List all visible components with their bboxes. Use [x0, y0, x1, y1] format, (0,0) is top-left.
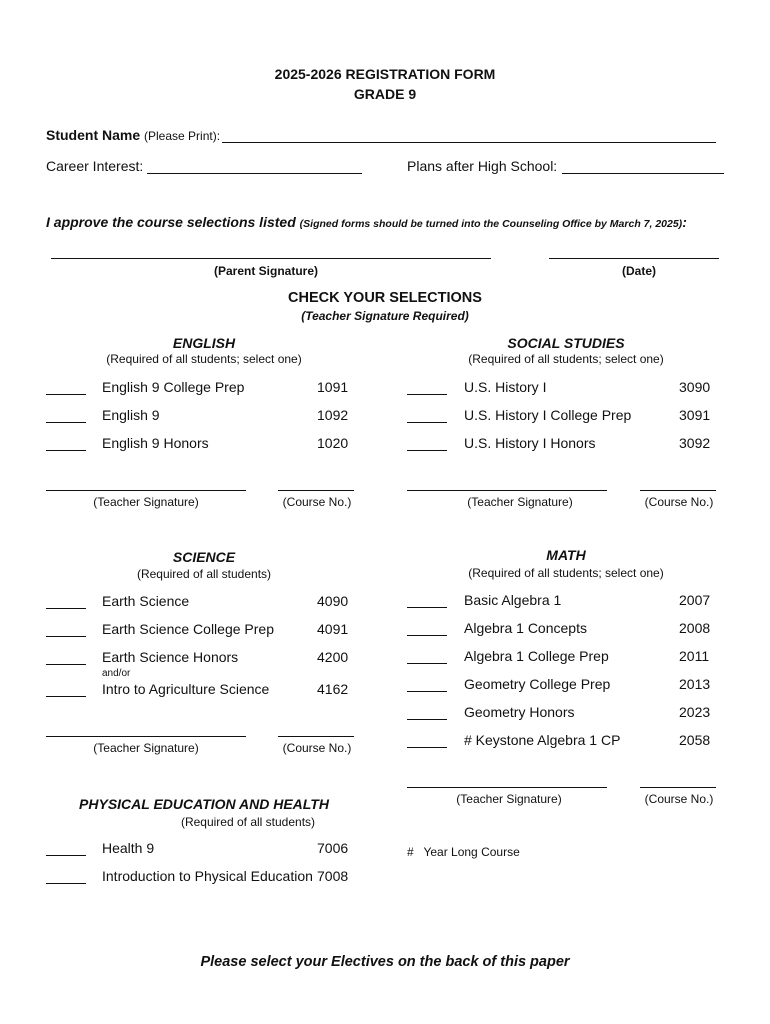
social-course-no-3: 3092 [679, 435, 711, 451]
science-teacher-signature-label: (Teacher Signature) [93, 741, 199, 755]
pe-course-no-1: 7006 [317, 840, 349, 856]
science-course-no-field[interactable] [278, 736, 354, 737]
footer-note: Please select your Electives on the back of this paper [200, 954, 570, 970]
math-check-6[interactable] [407, 747, 447, 748]
year-long-footnote: # Year Long Course [407, 845, 520, 859]
student-name-field[interactable] [222, 142, 716, 143]
form-title: 2025-2026 REGISTRATION FORM [274, 66, 496, 82]
english-course-3: English 9 Honors [102, 435, 209, 451]
math-course-3: Algebra 1 College Prep [464, 648, 609, 664]
science-teacher-signature-field[interactable] [46, 736, 246, 737]
pe-course-2: Introduction to Physical Education [102, 868, 313, 884]
selections-subtitle: (Teacher Signature Required) [301, 309, 469, 323]
career-interest-field[interactable] [147, 173, 362, 174]
english-title: ENGLISH [172, 335, 236, 351]
english-course-no-field[interactable] [278, 490, 354, 491]
math-course-4: Geometry College Prep [464, 676, 611, 692]
math-course-no-6: 2058 [679, 732, 711, 748]
math-course-6: # Keystone Algebra 1 CP [464, 732, 621, 748]
science-title: SCIENCE [172, 549, 236, 565]
math-course-no-3: 2011 [679, 648, 710, 664]
social-studies-title: SOCIAL STUDIES [507, 335, 625, 351]
science-course-no-1: 4090 [317, 593, 349, 609]
science-check-2[interactable] [46, 636, 86, 637]
english-course-no-3: 1020 [317, 435, 349, 451]
math-course-2: Algebra 1 Concepts [464, 620, 587, 636]
science-course-no-4: 4162 [317, 681, 349, 697]
english-course-no-2: 1092 [317, 407, 349, 423]
math-check-1[interactable] [407, 607, 447, 608]
math-note: (Required of all students; select one) [468, 566, 664, 580]
english-course-2: English 9 [102, 407, 160, 423]
english-check-3[interactable] [46, 450, 86, 451]
english-note: (Required of all students; select one) [106, 352, 302, 366]
english-teacher-signature-field[interactable] [46, 490, 246, 491]
science-course-2: Earth Science College Prep [102, 621, 274, 637]
english-course-no-label: (Course No.) [282, 495, 352, 509]
date-field[interactable] [549, 258, 719, 259]
math-course-no-4: 2013 [679, 676, 711, 692]
science-course-no-2: 4091 [317, 621, 349, 637]
english-check-2[interactable] [46, 422, 86, 423]
date-label: (Date) [621, 264, 656, 278]
science-course-no-3: 4200 [317, 649, 349, 665]
social-check-1[interactable] [407, 394, 447, 395]
social-course-2: U.S. History I College Prep [464, 407, 632, 423]
math-course-1: Basic Algebra 1 [464, 592, 562, 608]
pe-check-2[interactable] [46, 883, 86, 884]
science-andor: and/or [102, 668, 131, 679]
math-check-2[interactable] [407, 635, 447, 636]
science-check-3[interactable] [46, 664, 86, 665]
math-teacher-signature-field[interactable] [407, 787, 607, 788]
social-check-2[interactable] [407, 422, 447, 423]
social-course-1: U.S. History I [464, 379, 547, 395]
science-course-3: Earth Science Honors [102, 649, 239, 665]
social-course-no-1: 3090 [679, 379, 711, 395]
approval-statement: I approve the course selections listed (Signed forms should be turned into the Counseling Office by March 7, 2025): [46, 214, 687, 230]
math-course-no-5: 2023 [679, 704, 711, 720]
social-course-no-field[interactable] [640, 490, 716, 491]
selections-title: CHECK YOUR SELECTIONS [288, 290, 482, 306]
parent-signature-field[interactable] [51, 258, 491, 259]
pe-health-note: (Required of all students) [180, 815, 316, 829]
science-check-4[interactable] [46, 696, 86, 697]
math-course-no-label: (Course No.) [644, 792, 714, 806]
math-title: MATH [546, 547, 586, 563]
science-note: (Required of all students) [136, 567, 272, 581]
math-course-5: Geometry Honors [464, 704, 575, 720]
math-check-4[interactable] [407, 691, 447, 692]
plans-label: Plans after High School: [407, 158, 558, 174]
math-teacher-signature-label: (Teacher Signature) [456, 792, 562, 806]
pe-health-title: PHYSICAL EDUCATION AND HEALTH [79, 796, 329, 812]
english-course-no-1: 1091 [317, 379, 349, 395]
social-teacher-signature-field[interactable] [407, 490, 607, 491]
grade-title: GRADE 9 [353, 86, 417, 102]
math-course-no-field[interactable] [640, 787, 716, 788]
science-course-no-label: (Course No.) [282, 741, 352, 755]
pe-check-1[interactable] [46, 855, 86, 856]
science-course-4: Intro to Agriculture Science [102, 681, 270, 697]
career-interest-label: Career Interest: [46, 158, 144, 174]
math-check-3[interactable] [407, 663, 447, 664]
math-course-no-1: 2007 [679, 592, 711, 608]
pe-course-1: Health 9 [102, 840, 155, 856]
social-course-no-label: (Course No.) [644, 495, 714, 509]
math-check-5[interactable] [407, 719, 447, 720]
social-check-3[interactable] [407, 450, 447, 451]
math-course-no-2: 2008 [679, 620, 711, 636]
science-check-1[interactable] [46, 608, 86, 609]
science-course-1: Earth Science [102, 593, 190, 609]
english-teacher-signature-label: (Teacher Signature) [93, 495, 199, 509]
pe-course-no-2: 7008 [317, 868, 349, 884]
parent-signature-label: (Parent Signature) [213, 264, 318, 278]
plans-field[interactable] [562, 173, 724, 174]
social-course-no-2: 3091 [679, 407, 711, 423]
social-teacher-signature-label: (Teacher Signature) [467, 495, 573, 509]
english-check-1[interactable] [46, 394, 86, 395]
social-course-3: U.S. History I Honors [464, 435, 596, 451]
student-name-label: Student Name (Please Print): [46, 127, 221, 143]
english-course-1: English 9 College Prep [102, 379, 245, 395]
social-studies-note: (Required of all students; select one) [468, 352, 664, 366]
